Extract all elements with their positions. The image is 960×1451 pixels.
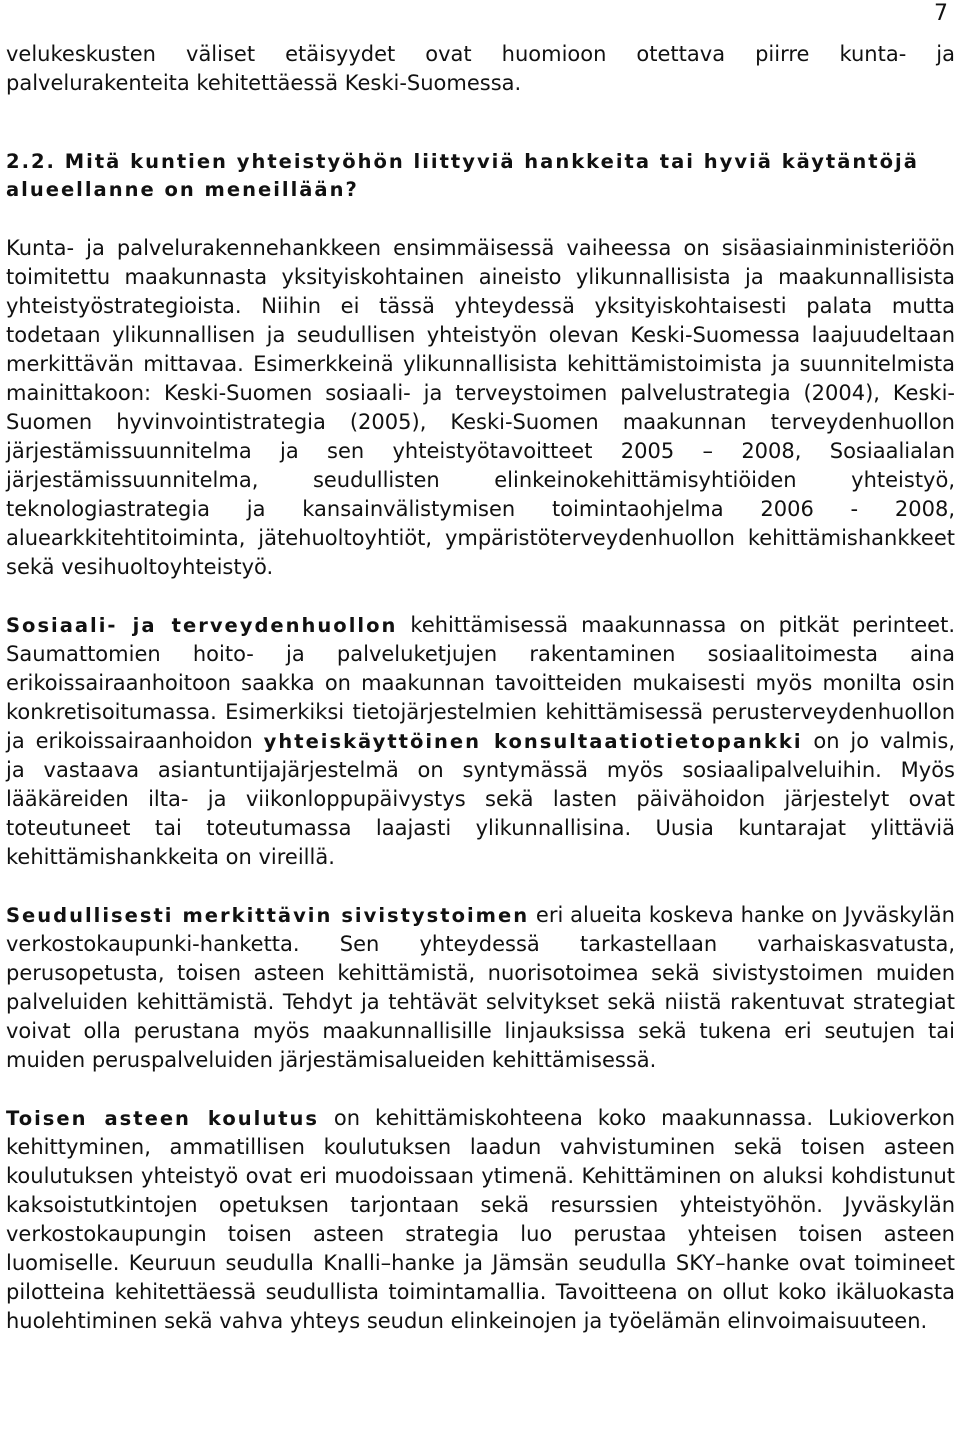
paragraph-secondary-education-lead: Toisen asteen koulutus (6, 1107, 320, 1130)
paragraph-social-health-text-a: kehittämisessä maakunnassa on pitkät perinteet. Saumattomien hoito- ja palveluketjujen rakentaminen sosiaalitoimesta aina erikoissairaanhoitoon saakka on maakunnan tavoitteiden mukaisesti myös monilta osin konkretisoitumassa. Esimerkiksi tietojärjestelmien kehittämisessä perusterveydenhuollon ja erikoissairaanhoidon (6, 613, 955, 753)
page-number: 7 (934, 1, 948, 26)
paragraph-education-text: eri alueita koskeva hanke on Jyväskylän verkostokaupunki-hanketta. Sen yhteydessä tarkastellaan varhaiskasvatusta, perusopetusta, toisen asteen kehittämistä, nuorisotoimea sekä sivistystoimen muiden palveluiden kehittämistä. Tehdyt ja tehtävät selvitykset sekä niistä rakentuvat strategiat voivat olla perustana myös maakunnallisille linjauksissa sekä tukena eri seutujen tai muiden peruspalveluiden järjestämisalueiden kehittämisessä. (6, 903, 955, 1072)
paragraph-secondary-education-text: on kehittämiskohteena koko maakunnassa. Lukioverkon kehittyminen, ammatillisen koulutuksen laadun vahvistuminen sekä toisen asteen koulutuksen yhteistyö ovat eri muodoissaan ytimenä. Kehittäminen on aluksi kohdistunut kaksoistutkintojen opetuksen tarjontaan sekä resurssien yhteistyöhön. Jyväskylän verkostokaupungin toisen asteen strategia luo perustaa yhteisen toisen asteen luomiselle. Keuruun seudulla Knalli–hanke ja Jämsän seudulla SKY–hanke ovat toimineet pilotteina kehitettäessä seudullista toimintamallia. Tavoitteena on ollut koko ikäluokasta huolehtiminen sekä vahva yhteys seudun elinkeinojen ja työelämän elinvoimaisuuteen. (6, 1106, 956, 1333)
paragraph-ministry-material: Kunta- ja palvelurakennehankkeen ensimmäisessä vaiheessa on sisäasiainministeriöön toimitettu maakunnasta yksityiskohtainen aineisto ylikunnallisista ja maakunnallisista yhteistyöstrategioista. Niihin ei tässä yhteydessä yksityiskohtaisesti palata mutta todetaan ylikunnallisen ja seudullisen yhteistyön olevan Keski-Suomessa laajuudeltaan merkittävän mittavaa. Esimerkkeinä ylikunnallisista kehittämistoimista ja suunnitelmista mainittakoon: Keski-Suomen sosiaali- ja terveystoimen palvelustrategia (2004), Keski-Suomen hyvinvointistrategia (2005), Keski-Suomen maakunnan terveydenhuollon järjestämissuunnitelma ja sen yhteistyötavoitteet 2005 – 2008, Sosiaalialan järjestämissuunnitelma, seudullisten elinkeinokehittämisyhtiöiden yhteistyö, teknologiastrategia ja kansainvälistymisen toimintaohjelma 2006 - 2008, aluearkkitehtitoiminta, jätehuoltoyhtiöt, ympäristöterveydenhuollon kehittämishankkeet sekä vesihuoltoyhteistyö. (6, 236, 955, 579)
paragraph-social-health (6, 611, 955, 872)
section-heading: 2.2. Mitä kuntien yhteistyöhön liittyviä hankkeita tai hyviä käytäntöjä alueellanne on meneillään? (6, 150, 919, 201)
paragraph-education (6, 901, 955, 1075)
paragraph-social-health-bold-term: yhteiskäyttöinen konsultaatiotietopankki (263, 730, 803, 753)
document-body (6, 40, 955, 1336)
paragraph-social-health-lead: Sosiaali- ja terveydenhuollon (6, 614, 398, 637)
intro-paragraph: velukeskusten väliset etäisyydet ovat huomioon otettava piirre kunta- ja palvelurakenteita kehitettäessä Keski-Suomessa. (6, 42, 955, 95)
paragraph-social-health-text-b: on jo valmis, ja vastaava asiantuntijajärjestelmä on syntymässä myös sosiaalipalveluihin. Myös lääkäreiden ilta- ja viikonloppupäivystys sekä lasten päivähoidon järjestelyt ovat toteutuneet tai toteutumassa laajasti ylikunnallisina. Uusia kuntarajat ylittäviä kehittämishankkeita on vireillä. (6, 729, 955, 869)
paragraph-education-lead: Seudullisesti merkittävin sivistystoimen (6, 904, 530, 927)
paragraph-secondary-education (6, 1104, 955, 1336)
